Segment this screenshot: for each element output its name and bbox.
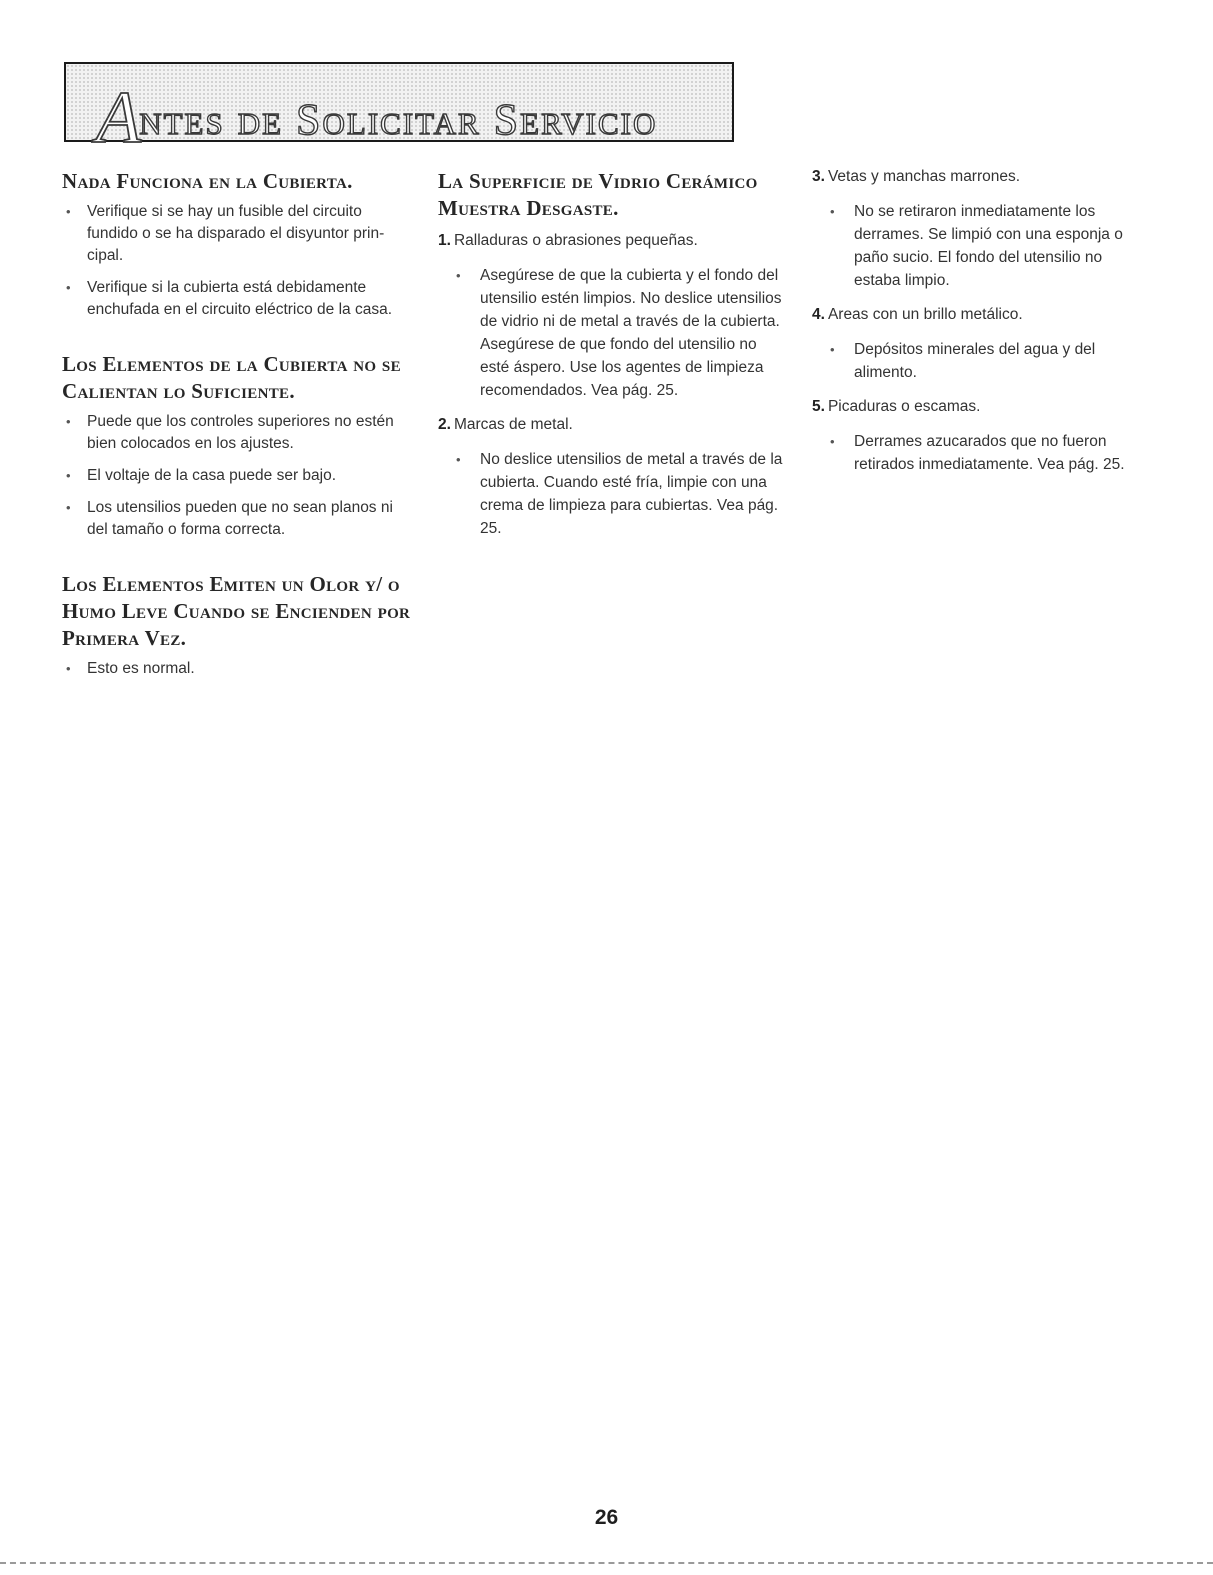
numbered-item	[438, 230, 783, 252]
item-text: Areas con un brillo metálico.	[827, 306, 1023, 323]
bullet-text: Depósitos minerales del agua y del alimento.	[854, 341, 1096, 381]
column-left	[62, 168, 412, 706]
bullet-text: Asegúrese de que la cubierta y el fondo del utensilio estén limpios. No deslice utensilios de vidrio ni de metal a través de la cubierta. Asegúrese de que fondo del utensilio no esté áspero. Use los agentes de limpieza recomendados. Vea pág. 25.	[480, 267, 782, 399]
bullet-icon: •	[830, 342, 835, 357]
section-heading: Nada Funciona en la Cubierta.	[62, 169, 353, 193]
bullet-icon: •	[830, 204, 835, 219]
section-heading: La Superficie de Vidrio Cerámico Muestra Desgaste.	[438, 169, 758, 220]
column-right	[812, 166, 1152, 488]
list-item	[812, 338, 1152, 384]
section-heading: Los Elementos Emiten un Olor y/ o Humo Leve Cuando se Encienden por Primera Vez.	[62, 572, 411, 650]
list-item	[62, 465, 412, 487]
bullet-text: Verifique si la cubierta está debidamente enchufada en el circuito eléctrico de la casa.	[87, 279, 393, 318]
list-item	[62, 497, 412, 541]
bullet-icon: •	[66, 468, 71, 483]
item-number: 2.	[438, 416, 451, 433]
item-text: Marcas de metal.	[453, 416, 573, 433]
numbered-item	[812, 166, 1152, 188]
page-number: 26	[594, 1506, 619, 1529]
list-item	[812, 200, 1152, 292]
section-heading: Los Elementos de la Cubierta no se Calientan lo Suficiente.	[62, 352, 401, 403]
bullet-icon: •	[66, 280, 71, 295]
bullet-text: Esto es normal.	[87, 660, 195, 677]
section-nada-funciona	[62, 168, 412, 321]
bullet-icon: •	[456, 268, 461, 283]
bullet-text: Los utensilios pueden que no sean planos ni del tamaño o forma correcta.	[87, 499, 393, 538]
bottom-divider	[0, 1562, 1213, 1564]
numbered-item	[438, 414, 783, 436]
item-number: 3.	[812, 168, 825, 185]
bullet-icon: •	[456, 452, 461, 467]
list-item	[62, 411, 412, 455]
list-item	[812, 430, 1152, 476]
item-number: 5.	[812, 398, 825, 415]
title-banner	[64, 62, 734, 159]
numbered-item	[812, 396, 1152, 418]
bullet-icon: •	[830, 434, 835, 449]
title-initial: A	[96, 77, 144, 159]
list-item	[438, 264, 783, 402]
numbered-item	[812, 304, 1152, 326]
bullet-icon: •	[66, 661, 71, 676]
bullet-text: Derrames azucarados que no fueron retirados inmediatamente. Vea pág. 25.	[854, 433, 1125, 473]
list-item	[62, 277, 412, 321]
bullet-text: No deslice utensilios de metal a través de la cubierta. Cuando esté fría, limpie con una crema de limpieza para cubiertas. Vea pág. 25.	[480, 451, 783, 537]
page-title	[96, 76, 657, 161]
item-text: Ralladuras o abrasiones pequeñas.	[453, 232, 698, 249]
bullet-text: Puede que los controles superiores no estén bien colocados en los ajustes.	[87, 413, 394, 452]
item-text: Vetas y manchas marrones.	[827, 168, 1021, 185]
list-item	[62, 658, 412, 680]
bullet-text: Verifique si se hay un fusible del circuito fundido o se ha disparado el disyuntor prin-cipal.	[87, 203, 385, 264]
item-number: 4.	[812, 306, 825, 323]
list-item	[62, 201, 412, 267]
title-rest: ntes de Solicitar Servicio	[139, 95, 658, 144]
bullet-icon: •	[66, 500, 71, 515]
section-no-se-calientan	[62, 351, 412, 541]
section-vidrio-ceramico	[438, 168, 783, 540]
bullet-icon: •	[66, 204, 71, 219]
bullet-text: El voltaje de la casa puede ser bajo.	[87, 467, 337, 484]
list-item	[438, 448, 783, 540]
item-text: Picaduras o escamas.	[827, 398, 981, 415]
section-olor-humo	[62, 571, 412, 680]
bullet-icon: •	[66, 414, 71, 429]
bullet-text: No se retiraron inmediatamente los derrames. Se limpió con una esponja o paño sucio. El fondo del utensilio no estaba limpio.	[854, 203, 1123, 289]
column-middle	[438, 168, 783, 566]
item-number: 1.	[438, 232, 451, 249]
